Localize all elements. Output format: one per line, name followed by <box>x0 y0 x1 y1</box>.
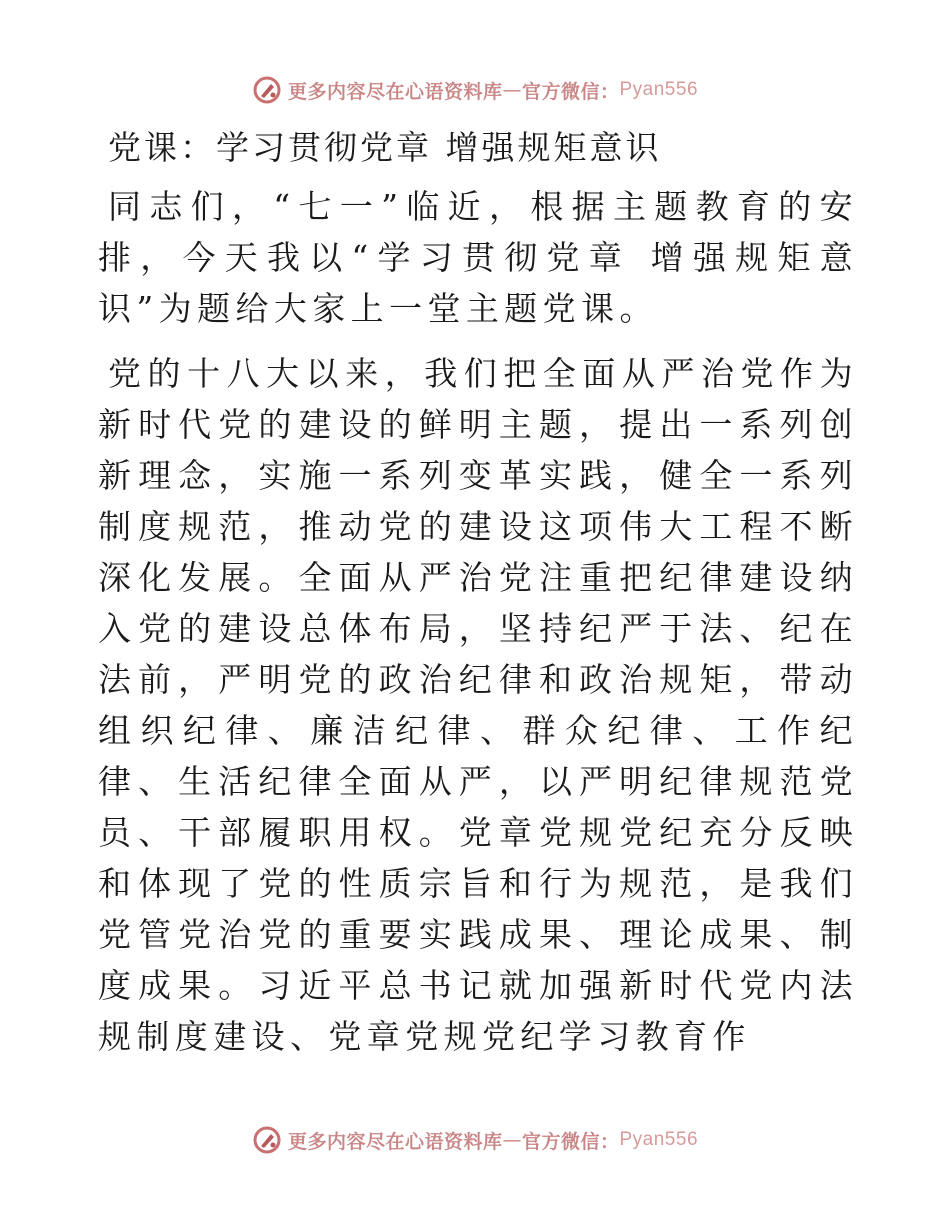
footer-watermark <box>0 1120 950 1160</box>
watermark-text: 更多内容尽在心语资料库 <box>287 1130 503 1153</box>
watermark-separator: — <box>502 79 522 101</box>
document-body <box>98 123 858 1076</box>
paragraph-intro: 同志们，“七一”临近，根据主题教育的安排，今天我以“学习贯彻党章 增强规矩意识”为题给大家上一堂主题党课。 <box>98 187 858 328</box>
document-title: 党课：学习贯彻党章 增强规矩意识 <box>108 128 662 167</box>
paragraph-main: 党的十八大以来，我们把全面从严治党作为新时代党的建设的鲜明主题，提出一系列创新理念，实施一系列变革实践，健全一系列制度规范，推动党的建设这项伟大工程不断深化发展。全面从严治党注重把纪律建设纳入党的建设总体布局，坚持纪严于法、纪在法前，严明党的政治纪律和政治规矩，带动组织纪律、廉洁纪律、群众纪律、工作纪律、生活纪律全面从严，以严明纪律规范党员、干部履职用权。党章党规党纪充分反映和体现了党的性质宗旨和行为规范，是我们党管党治党的重要实践成果、理论成果、制度成果。习近平总书记就加强新时代党内法规制度建设、党章党规党纪学习教育作 <box>98 354 858 1056</box>
header-watermark <box>0 70 950 110</box>
pen-nib-logo-icon <box>252 75 282 105</box>
watermark-contact-id: Pyan556 <box>619 1129 699 1150</box>
pen-nib-logo-icon <box>252 1125 282 1155</box>
watermark-separator: — <box>502 1129 522 1151</box>
watermark-contact-label: 官方微信： <box>521 80 620 103</box>
watermark-text: 更多内容尽在心语资料库 <box>287 80 503 103</box>
watermark-contact-label: 官方微信： <box>521 1130 620 1153</box>
watermark-contact-id: Pyan556 <box>619 79 699 100</box>
